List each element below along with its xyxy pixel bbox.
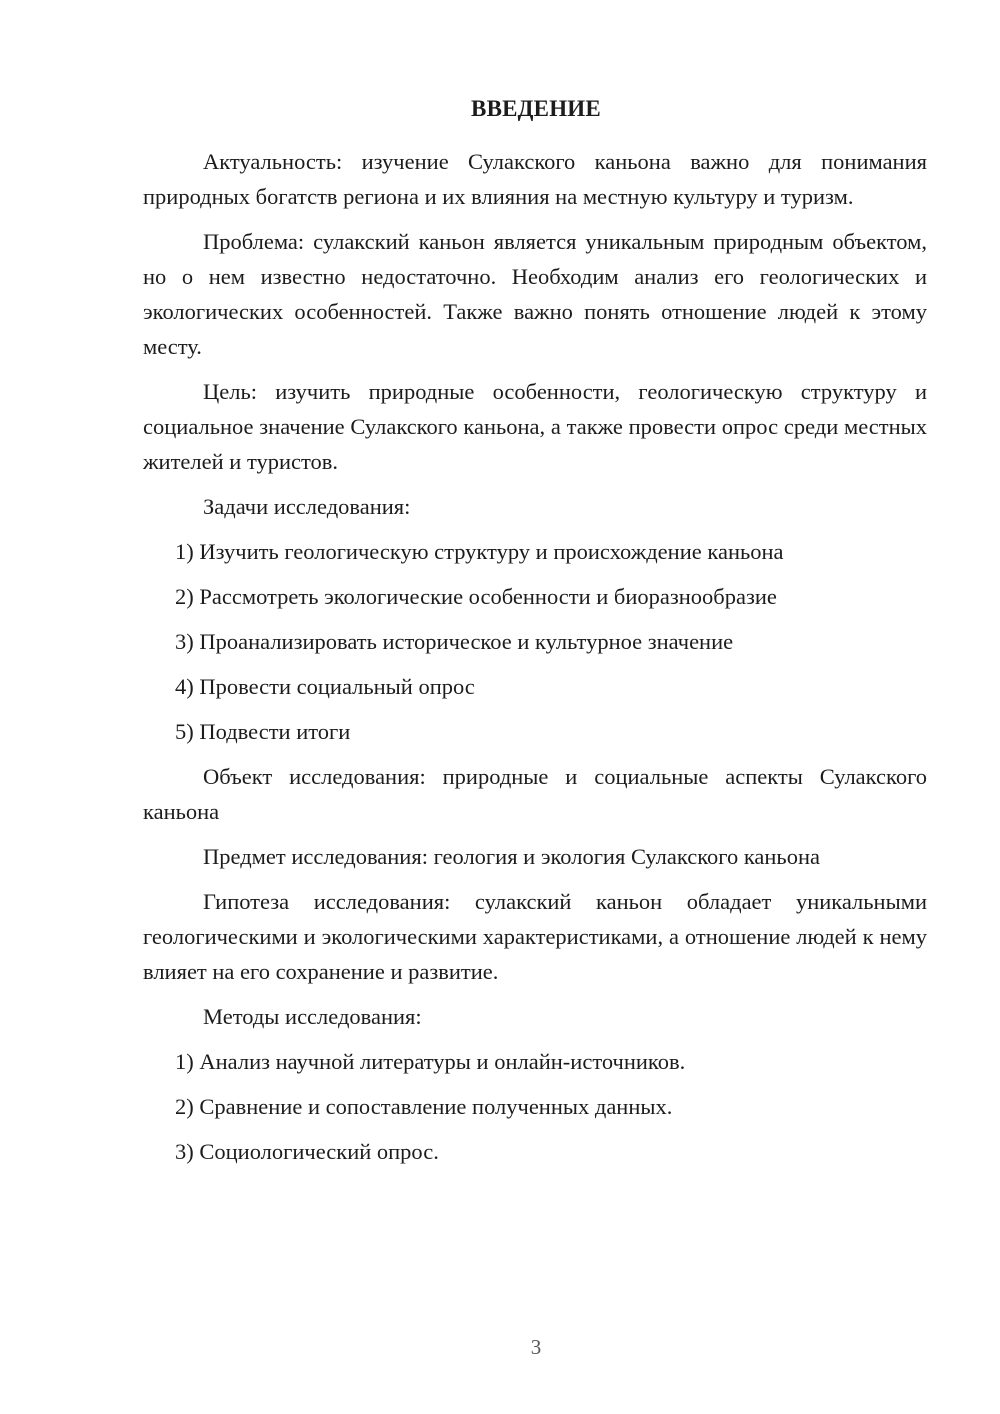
subject-paragraph: Предмет исследования: геология и экология Сулакского каньона <box>203 844 820 869</box>
tasks-list <box>143 534 927 749</box>
list-item: 5) Подвести итоги <box>175 719 351 744</box>
list-item: 1) Анализ научной литературы и онлайн-источников. <box>175 1049 686 1074</box>
list-item: 4) Провести социальный опрос <box>175 674 475 699</box>
methods-list <box>143 1044 927 1169</box>
relevance-paragraph: Актуальность: изучение Сулакского каньона важно для понимания природных богатств региона и их влияния на местную культуру и туризм. <box>143 149 927 209</box>
tasks-heading: Задачи исследования: <box>203 494 411 519</box>
object-paragraph: Объект исследования: природные и социальные аспекты Сулакского каньона <box>143 764 927 824</box>
list-item: 1) Изучить геологическую структуру и происхождение каньона <box>175 539 784 564</box>
page-number: 3 <box>530 1335 542 1359</box>
list-item: 3) Социологический опрос. <box>175 1139 439 1164</box>
methods-heading: Методы исследования: <box>203 1004 422 1029</box>
list-item: 2) Рассмотреть экологические особенности и биоразнообразие <box>175 584 777 609</box>
goal-paragraph: Цель: изучить природные особенности, геологическую структуру и социальное значение Сулакского каньона, а также провести опрос среди местных жителей и туристов. <box>143 379 927 474</box>
list-item: 2) Сравнение и сопоставление полученных данных. <box>175 1094 673 1119</box>
hypothesis-paragraph: Гипотеза исследования: сулакский каньон обладает уникальными геологическими и экологическими характеристиками, а отношение людей к нему влияет на его сохранение и развитие. <box>143 889 927 984</box>
problem-paragraph: Проблема: сулакский каньон является уникальным природным объектом, но о нем известно недостаточно. Необходим анализ его геологических и экологических особенностей. Также важно понять отношение людей к этому месту. <box>143 229 927 359</box>
page-title: ВВЕДЕНИЕ <box>471 96 601 121</box>
list-item: 3) Проанализировать историческое и культурное значение <box>175 629 734 654</box>
document-body <box>143 144 927 1179</box>
